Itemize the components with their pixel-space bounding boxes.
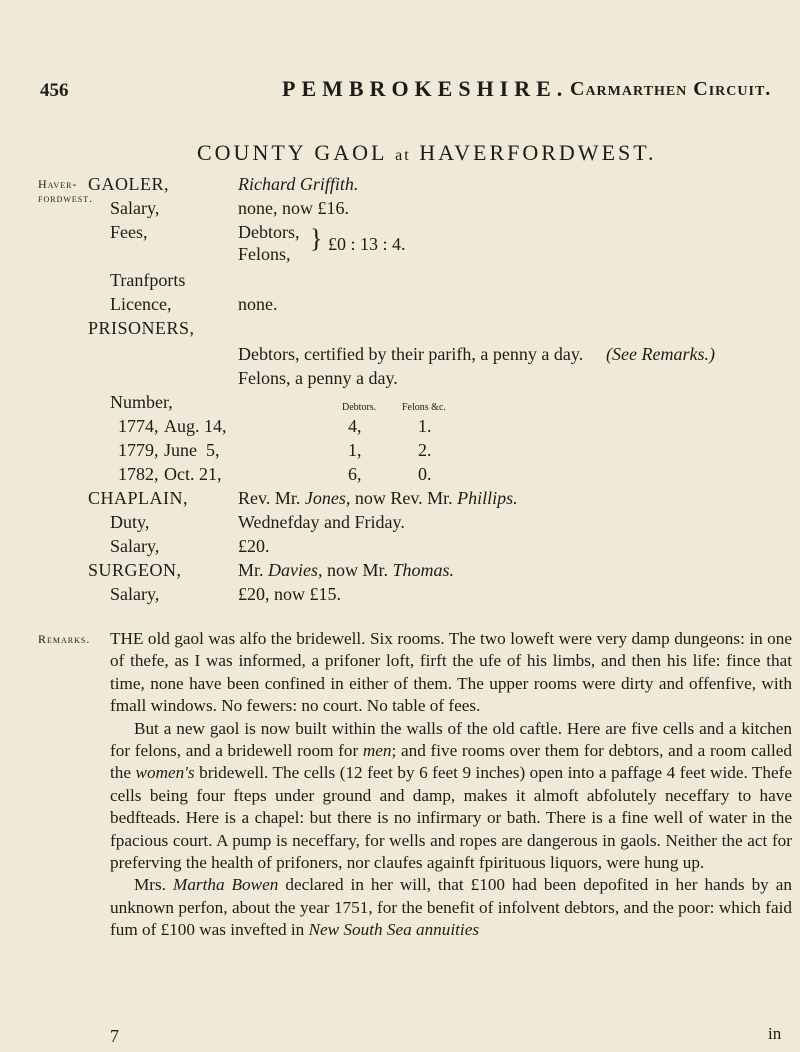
allowance-debtors: Debtors, certified by their parifh, a penny a day. [238,344,584,364]
chaplain-salary-label: Salary, [110,536,160,556]
row-felons: 2. [418,440,432,460]
remarks-side-label: Remarks. [38,632,91,646]
gaoler-salary-label: Salary, [110,198,160,218]
row-date: Aug. 14, [164,416,227,436]
prisoners-label: PRISONERS, [88,318,195,338]
chaplain-name-mid: now Rev. Mr. [354,488,453,508]
brace-icon: } [310,224,323,253]
remarks-emphasis: men [362,741,392,761]
licence-label: Licence, [110,294,172,314]
gaoler-label: GAOLER, [88,174,169,194]
number-label: Number, [110,392,173,412]
chaplain-duty-label: Duty, [110,512,150,532]
remarks-emphasis: New South Sea annuities [308,920,480,940]
col-debtors: Debtors. [342,402,377,413]
remarks-body [110,628,792,942]
row-year: 1782, [118,464,159,484]
row-debtors: 6, [348,464,362,484]
chaplain-label: CHAPLAIN, [88,488,189,508]
chaplain-salary-value: £20. [238,536,270,556]
remarks-text: declared in her will, that £100 had been depofited in her hands by an unknown perfon, about the year 1751, for the benefit of infolvent debtors, and the poor: which faid fum of £100 was invefted in [110,875,792,940]
fees-debtors: Debtors, [238,222,300,242]
surgeon-name-pre: Mr. [238,560,264,580]
row-debtors: 1, [348,440,362,460]
remarks-emphasis: Martha Bowen [173,875,279,895]
remarks-text: ; and five rooms over them for debtors, and a room called the [110,741,793,783]
running-head-circuit: Carmarthen Circuit. [570,78,772,100]
surgeon-salary-value: £20, now £15. [238,584,341,604]
transports-label: Tranfports [110,270,186,290]
page-title [197,140,657,166]
fees-value: £0 : 13 : 4. [328,234,406,254]
side-note [38,177,93,205]
row-date: Oct. 21, [164,464,222,484]
catchword: in [768,1024,782,1043]
chaplain-name-old: Jones, [304,488,351,508]
remarks-emphasis: women's [135,763,195,783]
chaplain-names [238,488,518,509]
col-felons: Felons &c. [402,402,446,413]
gaoler-salary-value: none, now £16. [238,198,349,218]
row-year: 1774, [118,416,159,436]
gaoler-name: Richard Griffith. [238,174,359,194]
chaplain-name-new: Phillips. [457,488,518,508]
remarks-paragraph [110,718,792,875]
page-number: 456 [40,80,69,101]
title-part3: HAVERFORDWEST. [419,140,657,165]
remarks-text: bridewell. The cells (12 feet by 6 feet 9 inches) open into a paffage 4 feet wide. Thefe cells being four fteps under ground and damp, makes it almoft abfolutely neceffary to have bedfteads. Here is a chapel: but there is no infirmary or bath. There is a fine well of water in the fpacious court. A pump is neceffary, for wells and ropes are dangerous in gaols. Neither the act for preferving the health of prifoners, nor claufes againft fpirituous liquors, were hung up. [110,763,793,873]
licence-value: none. [238,294,278,314]
title-part1: COUNTY GAOL [197,140,387,165]
running-head-county: PEMBROKESHIRE. [282,76,569,101]
remarks-paragraph: THE old gaol was alfo the bridewell. Six rooms. The two loweft were very damp dungeons: in one of thefe, as I was informed, a prifoner loft, firft the ufe of his limbs, and then his life: fince that time, none have been confined in either of them. The upper rooms were dirty and offenfive, with fmall windows. No fewers: no court. No table of fees. [110,629,792,716]
surgeon-name-new: Thomas. [392,560,455,580]
row-date: June 5, [164,440,220,460]
row-debtors: 4, [348,416,362,436]
chaplain-name-pre: Rev. Mr. [238,488,301,508]
surgeon-name-mid: now Mr. [327,560,389,580]
signature-mark: 7 [110,1026,119,1046]
see-remarks: (See Remarks.) [606,344,715,364]
row-year: 1779, [118,440,159,460]
title-part2: at [395,147,411,164]
surgeon-label: SURGEON, [88,560,182,580]
row-felons: 1. [418,416,432,436]
fees-felons: Felons, [238,244,291,264]
side-note-line2: fordwest. [38,191,94,205]
side-note-line1: Haver- [38,177,78,191]
remarks-paragraph [110,874,792,941]
surgeon-names [238,560,454,581]
row-felons: 0. [418,464,432,484]
remarks-text: But a new gaol is now built within the walls of the old caftle. Here are five cells and a kitchen for felons, and a bridewell room for [110,718,792,761]
allowance-felons: Felons, a penny a day. [238,368,398,388]
surgeon-name-old: Davies, [268,560,323,580]
gaoler-fees-label: Fees, [110,222,148,242]
surgeon-salary-label: Salary, [110,584,160,604]
chaplain-duty-value: Wednefday and Friday. [238,512,405,532]
remarks-text: Mrs. [134,875,166,895]
